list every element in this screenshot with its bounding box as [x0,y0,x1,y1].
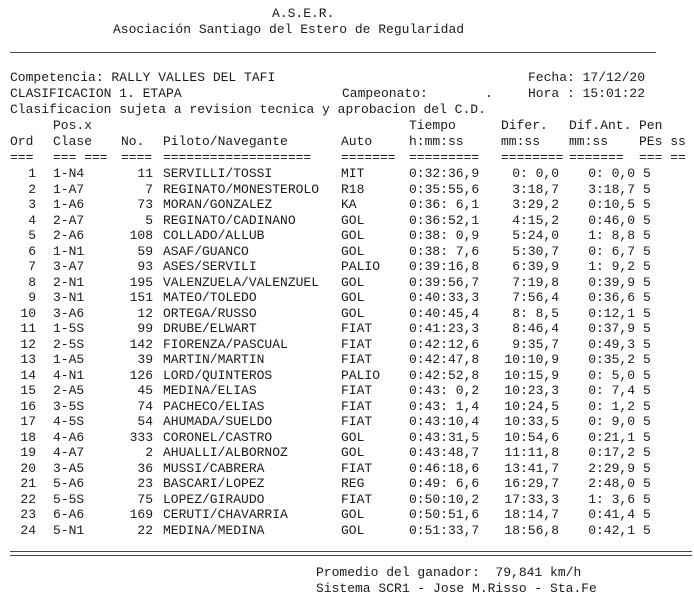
pen-cell: 5 [643,414,651,429]
piloto-cell: BASCARI/LOPEZ [163,476,265,491]
pen-cell: 5 [643,166,651,181]
difant-cell: 1: 9,2 [588,259,635,274]
pos-cell: 1-N1 [53,243,85,259]
auto-cell: FIAT [341,398,373,414]
difant-cell: 0:42,1 [588,522,635,538]
auto-cell: R18 [341,181,365,197]
piloto-cell: MARTIN/MARTIN [163,352,265,367]
auto-cell: PALIO [341,259,381,274]
pen-cell: 5 [643,181,651,197]
clasificacion-label: CLASIFICACION 1. ETAPA [10,86,182,101]
piloto-cell: DRUBE/ELWART [163,321,257,336]
ord-cell: 17 [20,414,36,429]
ord-cell: 9 [28,290,36,305]
auto-cell: GOL [341,212,365,228]
number-cell: 93 [137,259,153,274]
auto-cell: GOL [341,507,365,522]
ord-cell: 3 [28,197,36,212]
sistema-credit: Sistema SCR1 - Jose M.Risso - Sta.Fe [316,581,597,596]
column-separator: ==== [121,150,153,165]
piloto-cell: MATEO/TOLEDO [163,290,257,305]
pen-cell: 5 [643,274,651,290]
column-header-dif-ant-sub: mm:ss [569,134,609,149]
piloto-cell: MUSSI/CABRERA [163,460,265,476]
auto-cell: FIAT [341,414,373,429]
difer-cell: 0: 0,0 [512,166,559,181]
ord-cell: 23 [20,507,36,522]
difant-cell: 0:17,2 [588,445,635,460]
difer-cell: 10:15,9 [504,367,559,383]
auto-cell: GOL [341,429,365,445]
number-cell: 23 [137,476,153,491]
piloto-cell: CERUTI/CHAVARRIA [163,507,288,522]
ord-cell: 6 [28,243,36,259]
pen-cell: 5 [643,445,651,460]
piloto-cell: AHUMADA/SUELDO [163,414,273,429]
ord-cell: 7 [28,259,36,274]
ord-cell: 8 [28,274,36,290]
piloto-cell: MORAN/GONZALEZ [163,197,273,212]
auto-cell: FIAT [341,352,373,367]
column-header-no-sub: No. [121,134,145,149]
column-separator: =================== [163,150,312,165]
ord-cell: 19 [20,445,36,460]
tiempo-cell: 0:43:10,4 [409,414,480,429]
tiempo-cell: 0:46:18,6 [409,460,480,476]
ord-cell: 11 [20,321,36,336]
auto-cell: MIT [341,166,365,181]
tiempo-cell: 0:41:23,3 [409,321,480,336]
auto-cell: GOL [341,522,365,538]
column-header-piloto-navegante-sub: Piloto/Navegante [163,134,288,149]
pos-cell: 2-A5 [53,383,85,398]
number-cell: 54 [137,414,153,429]
tiempo-cell: 0:43:31,5 [409,429,480,445]
pen-cell: 5 [643,259,651,274]
piloto-cell: REGINATO/CADINANO [163,212,296,228]
column-header-ord-sub: Ord [10,134,34,149]
ord-cell: 24 [20,522,36,538]
pos-cell: 2-A7 [53,212,85,228]
auto-cell: GOL [341,274,365,290]
tiempo-cell: 0:42:12,6 [409,336,480,352]
difant-cell: 0:21,1 [588,429,635,445]
ord-cell: 10 [20,305,36,321]
difer-cell: 11:11,8 [504,445,559,460]
difant-cell: 0: 0,0 [588,166,635,181]
difer-cell: 7:56,4 [512,290,559,305]
difant-cell: 0: 9,0 [588,414,635,429]
pen-cell: 5 [643,383,651,398]
piloto-cell: ORTEGA/RUSSO [163,305,257,321]
column-header-pen-sub: PEs ss [639,134,686,149]
tiempo-cell: 0:39:56,7 [409,274,480,290]
pos-cell: 1-N4 [53,166,85,181]
nota-label: Clasificacion sujeta a revision tecnica y aprobacion del C.D. [10,102,486,117]
pos-cell: 2-N1 [53,274,85,290]
pos-cell: 4-A7 [53,445,85,460]
column-header-pos-clase-sub: Clase [53,134,93,149]
tiempo-cell: 0:38: 7,6 [409,243,480,259]
ord-cell: 1 [28,166,36,181]
piloto-cell: COLLADO/ALLUB [163,228,265,243]
difant-cell: 1: 3,6 [588,491,635,507]
piloto-cell: SERVILLI/TOSSI [163,166,273,181]
tiempo-cell: 0:39:16,8 [409,259,480,274]
column-header-pos-clase: Pos.x [53,118,93,133]
column-separator: === == [639,150,686,165]
pos-cell: 1-5S [53,321,85,336]
pen-cell: 5 [643,336,651,352]
pen-cell: 5 [643,243,651,259]
pos-cell: 4-A6 [53,429,85,445]
difant-cell: 0:37,9 [588,321,635,336]
column-header-pen: Pen [639,118,663,133]
column-header-tiempo-sub: h:mm:ss [409,134,464,149]
auto-cell: KA [341,197,357,212]
tiempo-cell: 0:50:10,2 [409,491,480,507]
pos-cell: 4-5S [53,414,85,429]
column-separator: === [10,150,34,165]
tiempo-cell: 0:38: 0,9 [409,228,480,243]
pen-cell: 5 [643,476,651,491]
difant-cell: 0: 5,0 [588,367,635,383]
piloto-cell: REGINATO/MONESTEROLO [163,181,320,197]
pos-cell: 3-A7 [53,259,85,274]
tiempo-cell: 0:40:33,3 [409,290,480,305]
tiempo-cell: 0:36:52,1 [409,212,480,228]
number-cell: 22 [137,522,153,538]
piloto-cell: ASES/SERVILI [163,259,257,274]
difer-cell: 5:30,7 [512,243,559,259]
pos-cell: 1-A7 [53,181,85,197]
number-cell: 12 [137,305,153,321]
pen-cell: 5 [643,491,651,507]
number-cell: 333 [129,429,153,445]
ord-cell: 2 [28,181,36,197]
pen-cell: 5 [643,321,651,336]
difer-cell: 8: 8,5 [512,305,559,321]
table-end-rule [10,551,692,556]
tiempo-cell: 0:43: 1,4 [409,398,480,414]
campeonato-label: Campeonato: [342,86,428,101]
difant-cell: 0:46,0 [588,212,635,228]
column-separator: ======= [341,150,396,165]
auto-cell: REG [341,476,365,491]
pos-cell: 6-A6 [53,507,85,522]
pen-cell: 5 [643,398,651,414]
auto-cell: GOL [341,305,365,321]
column-header-dif-ant: Dif.Ant. [569,118,632,133]
ord-cell: 16 [20,398,36,414]
column-separator: ========= [409,150,480,165]
difer-cell: 7:19,8 [512,274,559,290]
difant-cell: 2:29,9 [588,460,635,476]
difer-cell: 18:56,8 [504,522,559,538]
difer-cell: 10:23,3 [504,383,559,398]
number-cell: 75 [137,491,153,507]
tiempo-cell: 0:50:51,6 [409,507,480,522]
pen-cell: 5 [643,290,651,305]
difer-cell: 10:54,6 [504,429,559,445]
pos-cell: 3-A6 [53,305,85,321]
tiempo-cell: 0:49: 6,6 [409,476,480,491]
number-cell: 45 [137,383,153,398]
tiempo-cell: 0:43: 0,2 [409,383,480,398]
ord-cell: 4 [28,212,36,228]
difer-cell: 16:29,7 [504,476,559,491]
piloto-cell: VALENZUELA/VALENZUEL [163,274,320,290]
number-cell: 2 [145,445,153,460]
difer-cell: 3:29,2 [512,197,559,212]
column-header-difer-sub: mm:ss [501,134,541,149]
difer-cell: 5:24,0 [512,228,559,243]
pos-cell: 3-5S [53,398,85,414]
difer-cell: 13:41,7 [504,460,559,476]
ord-cell: 15 [20,383,36,398]
number-cell: 126 [129,367,153,383]
pos-cell: 2-5S [53,336,85,352]
difer-cell: 6:39,9 [512,259,559,274]
pos-cell: 3-A5 [53,460,85,476]
number-cell: 73 [137,197,153,212]
auto-cell: FIAT [341,491,373,507]
fecha-label: Fecha: 17/12/20 [528,70,646,85]
ord-cell: 12 [20,336,36,352]
pen-cell: 5 [643,507,651,522]
difant-cell: 2:48,0 [588,476,635,491]
piloto-cell: MEDINA/ELIAS [163,383,257,398]
number-cell: 59 [137,243,153,259]
column-header-difer: Difer. [501,118,548,133]
number-cell: 5 [145,212,153,228]
tiempo-cell: 0:36: 6,1 [409,197,480,212]
pen-cell: 5 [643,197,651,212]
ord-cell: 22 [20,491,36,507]
number-cell: 11 [137,166,153,181]
number-cell: 108 [129,228,153,243]
ord-cell: 18 [20,429,36,445]
pen-cell: 5 [643,429,651,445]
piloto-cell: AHUALLI/ALBORNOZ [163,445,288,460]
column-header-tiempo: Tiempo [409,118,456,133]
number-cell: 151 [129,290,153,305]
number-cell: 74 [137,398,153,414]
auto-cell: GOL [341,445,365,460]
piloto-cell: PACHECO/ELIAS [163,398,265,414]
tiempo-cell: 0:42:52,8 [409,367,480,383]
tiempo-cell: 0:42:47,8 [409,352,480,367]
tiempo-cell: 0:40:45,4 [409,305,480,321]
difer-cell: 17:33,3 [504,491,559,507]
pos-cell: 4-N1 [53,367,85,383]
column-header-auto-sub: Auto [341,134,373,149]
tiempo-cell: 0:51:33,7 [409,522,480,538]
tiempo-cell: 0:35:55,6 [409,181,480,197]
number-cell: 7 [145,181,153,197]
pos-cell: 2-A6 [53,228,85,243]
difer-cell: 18:14,7 [504,507,559,522]
ord-cell: 21 [20,476,36,491]
difant-cell: 3:18,7 [588,181,635,197]
pos-cell: 1-A6 [53,197,85,212]
difant-cell: 0:49,3 [588,336,635,352]
pen-cell: 5 [643,522,651,538]
number-cell: 39 [137,352,153,367]
pos-cell: 5-A6 [53,476,85,491]
piloto-cell: MEDINA/MEDINA [163,522,265,538]
difant-cell: 0:36,6 [588,290,635,305]
piloto-cell: ASAF/GUANCO [163,243,249,259]
auto-cell: FIAT [341,383,373,398]
difant-cell: 0: 1,2 [588,398,635,414]
competencia-label: Competencia: RALLY VALLES DEL TAFI [10,70,276,85]
difant-cell: 0:35,2 [588,352,635,367]
number-cell: 142 [129,336,153,352]
org-short-title: A.S.E.R. [272,6,335,21]
difer-cell: 3:18,7 [512,181,559,197]
column-separator: ======= [569,150,624,165]
auto-cell: GOL [341,290,365,305]
column-separator: === === [53,150,108,165]
difant-cell: 0:10,5 [588,197,635,212]
difant-cell: 1: 8,8 [588,228,635,243]
piloto-cell: LOPEZ/GIRAUDO [163,491,265,507]
ord-cell: 14 [20,367,36,383]
pen-cell: 5 [643,305,651,321]
ord-cell: 20 [20,460,36,476]
piloto-cell: LORD/QUINTEROS [163,367,273,383]
auto-cell: GOL [341,243,365,259]
difer-cell: 10:33,5 [504,414,559,429]
number-cell: 99 [137,321,153,336]
difant-cell: 0:39,9 [588,274,635,290]
difant-cell: 0: 7,4 [588,383,635,398]
number-cell: 195 [129,274,153,290]
pos-cell: 3-N1 [53,290,85,305]
auto-cell: PALIO [341,367,381,383]
auto-cell: FIAT [341,336,373,352]
pos-cell: 5-5S [53,491,85,507]
difer-cell: 10:24,5 [504,398,559,414]
ord-cell: 13 [20,352,36,367]
difant-cell: 0:12,1 [588,305,635,321]
difer-cell: 8:46,4 [512,321,559,336]
difer-cell: 4:15,2 [512,212,559,228]
piloto-cell: FIORENZA/PASCUAL [163,336,288,352]
auto-cell: GOL [341,228,365,243]
piloto-cell: CORONEL/CASTRO [163,429,273,445]
number-cell: 169 [129,507,153,522]
difant-cell: 0: 6,7 [588,243,635,259]
hora-label: Hora : 15:01:22 [528,86,646,101]
campeonato-value: . [485,86,493,101]
ord-cell: 5 [28,228,36,243]
auto-cell: FIAT [341,460,373,476]
pos-cell: 5-N1 [53,522,85,538]
pen-cell: 5 [643,367,651,383]
org-full-name: Asociación Santiago del Estero de Regularidad [113,22,465,37]
tiempo-cell: 0:43:48,7 [409,445,480,460]
pen-cell: 5 [643,460,651,476]
promedio-ganador: Promedio del ganador: 79,841 km/h [316,565,582,580]
auto-cell: FIAT [341,321,373,336]
pen-cell: 5 [643,228,651,243]
pen-cell: 5 [643,352,651,367]
difer-cell: 10:10,9 [504,352,559,367]
header-rule [10,52,656,53]
column-separator: ======== [501,150,564,165]
number-cell: 36 [137,460,153,476]
pos-cell: 1-A5 [53,352,85,367]
difant-cell: 0:41,4 [588,507,635,522]
pen-cell: 5 [643,212,651,228]
difer-cell: 9:35,7 [512,336,559,352]
tiempo-cell: 0:32:36,9 [409,166,480,181]
